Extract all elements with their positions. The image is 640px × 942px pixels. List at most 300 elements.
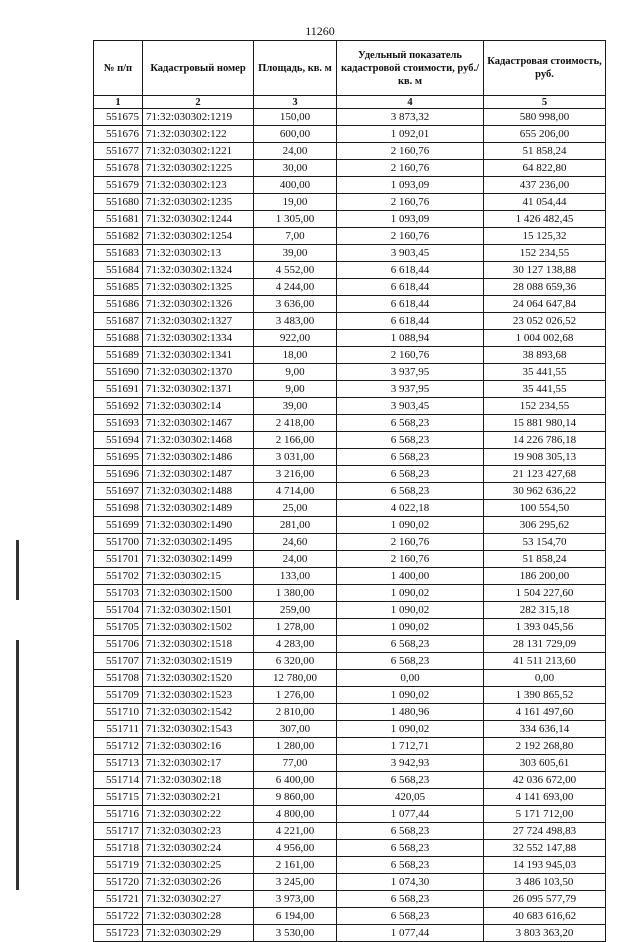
row-number-cell: 551682 xyxy=(94,228,143,245)
row-number-cell: 551702 xyxy=(94,568,143,585)
table-row xyxy=(94,721,606,738)
row-number-cell: 551686 xyxy=(94,296,143,313)
specific-rate-cell: 420,05 xyxy=(337,789,484,806)
specific-rate-cell: 1 090,02 xyxy=(337,602,484,619)
specific-rate-cell: 3 937,95 xyxy=(337,381,484,398)
row-number-cell: 551706 xyxy=(94,636,143,653)
cadastral-value-cell: 41 511 213,60 xyxy=(484,653,606,670)
cadastral-number-cell: 71:32:030302:18 xyxy=(143,772,254,789)
header-cadastral-number: Кадастровый номер xyxy=(143,41,254,96)
cadastral-value-cell: 14 193 945,03 xyxy=(484,857,606,874)
cadastral-value-cell: 51 858,24 xyxy=(484,143,606,160)
cadastral-number-cell: 71:32:030302:22 xyxy=(143,806,254,823)
cadastral-number-cell: 71:32:030302:28 xyxy=(143,908,254,925)
cadastral-value-cell: 28 131 729,09 xyxy=(484,636,606,653)
row-number-cell: 551718 xyxy=(94,840,143,857)
cadastral-value-cell: 15 125,32 xyxy=(484,228,606,245)
specific-rate-cell: 1 090,02 xyxy=(337,585,484,602)
area-cell: 600,00 xyxy=(254,126,337,143)
specific-rate-cell: 1 090,02 xyxy=(337,517,484,534)
specific-rate-cell: 4 022,18 xyxy=(337,500,484,517)
cadastral-number-cell: 71:32:030302:1543 xyxy=(143,721,254,738)
specific-rate-cell: 1 093,09 xyxy=(337,211,484,228)
cadastral-number-cell: 71:32:030302:1371 xyxy=(143,381,254,398)
specific-rate-cell: 1 400,00 xyxy=(337,568,484,585)
cadastral-value-cell: 35 441,55 xyxy=(484,381,606,398)
cadastral-value-cell: 1 393 045,56 xyxy=(484,619,606,636)
specific-rate-cell: 6 568,23 xyxy=(337,891,484,908)
cadastral-value-cell: 0,00 xyxy=(484,670,606,687)
area-cell: 9,00 xyxy=(254,381,337,398)
specific-rate-cell: 1 092,01 xyxy=(337,126,484,143)
table-row xyxy=(94,449,606,466)
area-cell: 1 280,00 xyxy=(254,738,337,755)
row-number-cell: 551677 xyxy=(94,143,143,160)
table-row xyxy=(94,585,606,602)
area-cell: 6 194,00 xyxy=(254,908,337,925)
cadastral-number-cell: 71:32:030302:16 xyxy=(143,738,254,755)
row-number-cell: 551687 xyxy=(94,313,143,330)
row-number-cell: 551715 xyxy=(94,789,143,806)
table-row xyxy=(94,313,606,330)
column-number: 1 xyxy=(94,96,143,109)
table-row xyxy=(94,466,606,483)
row-number-cell: 551692 xyxy=(94,398,143,415)
specific-rate-cell: 1 090,02 xyxy=(337,721,484,738)
row-number-cell: 551694 xyxy=(94,432,143,449)
area-cell: 4 244,00 xyxy=(254,279,337,296)
table-row xyxy=(94,636,606,653)
specific-rate-cell: 3 942,93 xyxy=(337,755,484,772)
cadastral-number-cell: 71:32:030302:1488 xyxy=(143,483,254,500)
table-row xyxy=(94,126,606,143)
cadastral-value-cell: 14 226 786,18 xyxy=(484,432,606,449)
specific-rate-cell: 6 568,23 xyxy=(337,415,484,432)
table-row xyxy=(94,806,606,823)
row-number-cell: 551712 xyxy=(94,738,143,755)
cadastral-number-cell: 71:32:030302:21 xyxy=(143,789,254,806)
cadastral-value-cell: 437 236,00 xyxy=(484,177,606,194)
table-row xyxy=(94,364,606,381)
column-number-row xyxy=(94,96,606,109)
table-row xyxy=(94,194,606,211)
area-cell: 922,00 xyxy=(254,330,337,347)
row-number-cell: 551691 xyxy=(94,381,143,398)
cadastral-value-cell: 5 171 712,00 xyxy=(484,806,606,823)
specific-rate-cell: 2 160,76 xyxy=(337,551,484,568)
specific-rate-cell: 6 568,23 xyxy=(337,772,484,789)
area-cell: 3 483,00 xyxy=(254,313,337,330)
area-cell: 4 283,00 xyxy=(254,636,337,653)
cadastral-number-cell: 71:32:030302:1468 xyxy=(143,432,254,449)
specific-rate-cell: 6 618,44 xyxy=(337,296,484,313)
cadastral-number-cell: 71:32:030302:1254 xyxy=(143,228,254,245)
table-row xyxy=(94,568,606,585)
specific-rate-cell: 2 160,76 xyxy=(337,160,484,177)
cadastral-number-cell: 71:32:030302:1486 xyxy=(143,449,254,466)
table-row xyxy=(94,823,606,840)
cadastral-value-cell: 1 004 002,68 xyxy=(484,330,606,347)
row-number-cell: 551713 xyxy=(94,755,143,772)
area-cell: 2 166,00 xyxy=(254,432,337,449)
cadastral-number-cell: 71:32:030302:1501 xyxy=(143,602,254,619)
cadastral-number-cell: 71:32:030302:1542 xyxy=(143,704,254,721)
cadastral-value-cell: 152 234,55 xyxy=(484,245,606,262)
row-number-cell: 551716 xyxy=(94,806,143,823)
cadastral-number-cell: 71:32:030302:123 xyxy=(143,177,254,194)
cadastral-value-cell: 100 554,50 xyxy=(484,500,606,517)
area-cell: 3 530,00 xyxy=(254,925,337,942)
area-cell: 259,00 xyxy=(254,602,337,619)
cadastral-value-cell: 32 552 147,88 xyxy=(484,840,606,857)
table-row xyxy=(94,908,606,925)
row-number-cell: 551676 xyxy=(94,126,143,143)
row-number-cell: 551709 xyxy=(94,687,143,704)
specific-rate-cell: 6 568,23 xyxy=(337,653,484,670)
table-row xyxy=(94,211,606,228)
cadastral-number-cell: 71:32:030302:1326 xyxy=(143,296,254,313)
cadastral-value-cell: 51 858,24 xyxy=(484,551,606,568)
row-number-cell: 551717 xyxy=(94,823,143,840)
area-cell: 2 810,00 xyxy=(254,704,337,721)
cadastral-value-cell: 42 036 672,00 xyxy=(484,772,606,789)
area-cell: 4 800,00 xyxy=(254,806,337,823)
column-number: 2 xyxy=(143,96,254,109)
table-row xyxy=(94,160,606,177)
row-number-cell: 551690 xyxy=(94,364,143,381)
cadastral-number-cell: 71:32:030302:1495 xyxy=(143,534,254,551)
specific-rate-cell: 6 568,23 xyxy=(337,432,484,449)
cadastral-number-cell: 71:32:030302:1325 xyxy=(143,279,254,296)
area-cell: 3 031,00 xyxy=(254,449,337,466)
row-number-cell: 551679 xyxy=(94,177,143,194)
row-number-cell: 551723 xyxy=(94,925,143,942)
cadastral-number-cell: 71:32:030302:122 xyxy=(143,126,254,143)
row-number-cell: 551699 xyxy=(94,517,143,534)
table-row xyxy=(94,143,606,160)
area-cell: 9 860,00 xyxy=(254,789,337,806)
cadastral-value-cell: 26 095 577,79 xyxy=(484,891,606,908)
cadastral-value-cell: 580 998,00 xyxy=(484,109,606,126)
area-cell: 77,00 xyxy=(254,755,337,772)
specific-rate-cell: 6 618,44 xyxy=(337,313,484,330)
row-number-cell: 551721 xyxy=(94,891,143,908)
cadastral-number-cell: 71:32:030302:1502 xyxy=(143,619,254,636)
cadastral-value-cell: 3 486 103,50 xyxy=(484,874,606,891)
cadastral-number-cell: 71:32:030302:1334 xyxy=(143,330,254,347)
row-number-cell: 551703 xyxy=(94,585,143,602)
row-number-cell: 551695 xyxy=(94,449,143,466)
cadastral-value-cell: 21 123 427,68 xyxy=(484,466,606,483)
cadastral-number-cell: 71:32:030302:25 xyxy=(143,857,254,874)
header-num: № п/п xyxy=(94,41,143,96)
row-number-cell: 551708 xyxy=(94,670,143,687)
cadastral-value-cell: 64 822,80 xyxy=(484,160,606,177)
area-cell: 3 636,00 xyxy=(254,296,337,313)
cadastral-number-cell: 71:32:030302:27 xyxy=(143,891,254,908)
row-number-cell: 551680 xyxy=(94,194,143,211)
specific-rate-cell: 1 093,09 xyxy=(337,177,484,194)
cadastral-number-cell: 71:32:030302:15 xyxy=(143,568,254,585)
cadastral-number-cell: 71:32:030302:23 xyxy=(143,823,254,840)
area-cell: 281,00 xyxy=(254,517,337,534)
cadastral-value-cell: 35 441,55 xyxy=(484,364,606,381)
cadastral-value-cell: 30 962 636,22 xyxy=(484,483,606,500)
cadastral-number-cell: 71:32:030302:29 xyxy=(143,925,254,942)
cadastral-value-cell: 41 054,44 xyxy=(484,194,606,211)
table-row xyxy=(94,874,606,891)
specific-rate-cell: 1 077,44 xyxy=(337,925,484,942)
area-cell: 18,00 xyxy=(254,347,337,364)
row-number-cell: 551681 xyxy=(94,211,143,228)
table-row xyxy=(94,347,606,364)
cadastral-number-cell: 71:32:030302:1327 xyxy=(143,313,254,330)
cadastral-value-cell: 282 315,18 xyxy=(484,602,606,619)
specific-rate-cell: 0,00 xyxy=(337,670,484,687)
cadastral-value-table xyxy=(93,40,606,942)
table-row xyxy=(94,381,606,398)
row-number-cell: 551704 xyxy=(94,602,143,619)
table-row xyxy=(94,330,606,347)
cadastral-value-cell: 655 206,00 xyxy=(484,126,606,143)
cadastral-number-cell: 71:32:030302:17 xyxy=(143,755,254,772)
cadastral-value-cell: 23 052 026,52 xyxy=(484,313,606,330)
cadastral-number-cell: 71:32:030302:1523 xyxy=(143,687,254,704)
table-body xyxy=(94,109,606,942)
specific-rate-cell: 6 568,23 xyxy=(337,636,484,653)
area-cell: 25,00 xyxy=(254,500,337,517)
table-row xyxy=(94,177,606,194)
table-row xyxy=(94,551,606,568)
area-cell: 24,60 xyxy=(254,534,337,551)
table-row xyxy=(94,687,606,704)
area-cell: 24,00 xyxy=(254,551,337,568)
area-cell: 6 320,00 xyxy=(254,653,337,670)
row-number-cell: 551697 xyxy=(94,483,143,500)
cadastral-number-cell: 71:32:030302:1244 xyxy=(143,211,254,228)
cadastral-value-cell: 19 908 305,13 xyxy=(484,449,606,466)
specific-rate-cell: 1 712,71 xyxy=(337,738,484,755)
cadastral-number-cell: 71:32:030302:1225 xyxy=(143,160,254,177)
specific-rate-cell: 1 074,30 xyxy=(337,874,484,891)
area-cell: 24,00 xyxy=(254,143,337,160)
table-header-row xyxy=(94,41,606,96)
cadastral-value-cell: 40 683 616,62 xyxy=(484,908,606,925)
cadastral-number-cell: 71:32:030302:1490 xyxy=(143,517,254,534)
table-row xyxy=(94,109,606,126)
cadastral-value-cell: 1 426 482,45 xyxy=(484,211,606,228)
area-cell: 1 305,00 xyxy=(254,211,337,228)
cadastral-number-cell: 71:32:030302:1235 xyxy=(143,194,254,211)
cadastral-value-cell: 24 064 647,84 xyxy=(484,296,606,313)
row-number-cell: 551678 xyxy=(94,160,143,177)
cadastral-value-cell: 38 893,68 xyxy=(484,347,606,364)
row-number-cell: 551720 xyxy=(94,874,143,891)
cadastral-value-cell: 15 881 980,14 xyxy=(484,415,606,432)
column-number: 3 xyxy=(254,96,337,109)
area-cell: 3 973,00 xyxy=(254,891,337,908)
specific-rate-cell: 6 618,44 xyxy=(337,262,484,279)
table-row xyxy=(94,398,606,415)
table-row xyxy=(94,755,606,772)
cadastral-number-cell: 71:32:030302:1500 xyxy=(143,585,254,602)
specific-rate-cell: 6 568,23 xyxy=(337,908,484,925)
specific-rate-cell: 1 090,02 xyxy=(337,687,484,704)
table-row xyxy=(94,517,606,534)
area-cell: 3 216,00 xyxy=(254,466,337,483)
specific-rate-cell: 3 937,95 xyxy=(337,364,484,381)
cadastral-value-cell: 28 088 659,36 xyxy=(484,279,606,296)
cadastral-number-cell: 71:32:030302:1519 xyxy=(143,653,254,670)
row-number-cell: 551688 xyxy=(94,330,143,347)
area-cell: 7,00 xyxy=(254,228,337,245)
cadastral-number-cell: 71:32:030302:13 xyxy=(143,245,254,262)
specific-rate-cell: 2 160,76 xyxy=(337,228,484,245)
table-row xyxy=(94,857,606,874)
cadastral-value-cell: 303 605,61 xyxy=(484,755,606,772)
cadastral-value-cell: 53 154,70 xyxy=(484,534,606,551)
specific-rate-cell: 1 088,94 xyxy=(337,330,484,347)
cadastral-number-cell: 71:32:030302:1487 xyxy=(143,466,254,483)
table-row xyxy=(94,296,606,313)
specific-rate-cell: 6 568,23 xyxy=(337,483,484,500)
area-cell: 39,00 xyxy=(254,245,337,262)
row-number-cell: 551684 xyxy=(94,262,143,279)
row-number-cell: 551693 xyxy=(94,415,143,432)
row-number-cell: 551685 xyxy=(94,279,143,296)
cadastral-number-cell: 71:32:030302:1489 xyxy=(143,500,254,517)
cadastral-number-cell: 71:32:030302:14 xyxy=(143,398,254,415)
cadastral-number-cell: 71:32:030302:1341 xyxy=(143,347,254,364)
row-number-cell: 551675 xyxy=(94,109,143,126)
specific-rate-cell: 3 903,45 xyxy=(337,245,484,262)
cadastral-value-cell: 2 192 268,80 xyxy=(484,738,606,755)
table-row xyxy=(94,619,606,636)
specific-rate-cell: 1 480,96 xyxy=(337,704,484,721)
area-cell: 12 780,00 xyxy=(254,670,337,687)
row-number-cell: 551700 xyxy=(94,534,143,551)
table-row xyxy=(94,262,606,279)
area-cell: 39,00 xyxy=(254,398,337,415)
table-row xyxy=(94,670,606,687)
cadastral-value-cell: 4 141 693,00 xyxy=(484,789,606,806)
specific-rate-cell: 2 160,76 xyxy=(337,143,484,160)
page-number: 11260 xyxy=(305,24,335,38)
cadastral-number-cell: 71:32:030302:1221 xyxy=(143,143,254,160)
table-row xyxy=(94,228,606,245)
cadastral-value-cell: 27 724 498,83 xyxy=(484,823,606,840)
cadastral-number-cell: 71:32:030302:1324 xyxy=(143,262,254,279)
row-number-cell: 551707 xyxy=(94,653,143,670)
header-cadastral-value: Кадастровая стоимость, руб. xyxy=(484,41,606,96)
area-cell: 9,00 xyxy=(254,364,337,381)
specific-rate-cell: 2 160,76 xyxy=(337,534,484,551)
specific-rate-cell: 1 077,44 xyxy=(337,806,484,823)
cadastral-value-cell: 4 161 497,60 xyxy=(484,704,606,721)
row-number-cell: 551710 xyxy=(94,704,143,721)
table-row xyxy=(94,432,606,449)
table-row xyxy=(94,500,606,517)
cadastral-number-cell: 71:32:030302:1467 xyxy=(143,415,254,432)
area-cell: 133,00 xyxy=(254,568,337,585)
specific-rate-cell: 2 160,76 xyxy=(337,194,484,211)
specific-rate-cell: 1 090,02 xyxy=(337,619,484,636)
cadastral-number-cell: 71:32:030302:1219 xyxy=(143,109,254,126)
row-number-cell: 551683 xyxy=(94,245,143,262)
cadastral-number-cell: 71:32:030302:1520 xyxy=(143,670,254,687)
specific-rate-cell: 2 160,76 xyxy=(337,347,484,364)
area-cell: 1 380,00 xyxy=(254,585,337,602)
table-row xyxy=(94,738,606,755)
area-cell: 400,00 xyxy=(254,177,337,194)
column-number: 4 xyxy=(337,96,484,109)
table-row xyxy=(94,415,606,432)
specific-rate-cell: 3 903,45 xyxy=(337,398,484,415)
column-number: 5 xyxy=(484,96,606,109)
area-cell: 2 161,00 xyxy=(254,857,337,874)
row-number-cell: 551711 xyxy=(94,721,143,738)
table-row xyxy=(94,653,606,670)
header-specific-rate: Удельный показатель кадастровой стоимости, руб./кв. м xyxy=(337,41,484,96)
specific-rate-cell: 6 568,23 xyxy=(337,466,484,483)
area-cell: 1 276,00 xyxy=(254,687,337,704)
row-number-cell: 551722 xyxy=(94,908,143,925)
table-row xyxy=(94,279,606,296)
cadastral-value-cell: 1 390 865,52 xyxy=(484,687,606,704)
row-number-cell: 551714 xyxy=(94,772,143,789)
table-row xyxy=(94,245,606,262)
cadastral-value-cell: 30 127 138,88 xyxy=(484,262,606,279)
table-row xyxy=(94,789,606,806)
cadastral-value-cell: 152 234,55 xyxy=(484,398,606,415)
area-cell: 3 245,00 xyxy=(254,874,337,891)
row-number-cell: 551701 xyxy=(94,551,143,568)
area-cell: 4 956,00 xyxy=(254,840,337,857)
cadastral-value-cell: 186 200,00 xyxy=(484,568,606,585)
cadastral-value-cell: 334 636,14 xyxy=(484,721,606,738)
row-number-cell: 551719 xyxy=(94,857,143,874)
table-row xyxy=(94,925,606,942)
row-number-cell: 551705 xyxy=(94,619,143,636)
table-row xyxy=(94,534,606,551)
area-cell: 19,00 xyxy=(254,194,337,211)
area-cell: 6 400,00 xyxy=(254,772,337,789)
cadastral-value-cell: 3 803 363,20 xyxy=(484,925,606,942)
specific-rate-cell: 6 568,23 xyxy=(337,449,484,466)
area-cell: 4 714,00 xyxy=(254,483,337,500)
specific-rate-cell: 6 568,23 xyxy=(337,823,484,840)
row-number-cell: 551689 xyxy=(94,347,143,364)
area-cell: 1 278,00 xyxy=(254,619,337,636)
cadastral-number-cell: 71:32:030302:1370 xyxy=(143,364,254,381)
row-number-cell: 551698 xyxy=(94,500,143,517)
area-cell: 150,00 xyxy=(254,109,337,126)
header-area: Площадь, кв. м xyxy=(254,41,337,96)
area-cell: 30,00 xyxy=(254,160,337,177)
area-cell: 2 418,00 xyxy=(254,415,337,432)
cadastral-value-cell: 1 504 227,60 xyxy=(484,585,606,602)
cadastral-number-cell: 71:32:030302:24 xyxy=(143,840,254,857)
specific-rate-cell: 3 873,32 xyxy=(337,109,484,126)
specific-rate-cell: 6 568,23 xyxy=(337,840,484,857)
area-cell: 4 221,00 xyxy=(254,823,337,840)
binding-mark-top xyxy=(16,540,19,600)
table-row xyxy=(94,772,606,789)
row-number-cell: 551696 xyxy=(94,466,143,483)
area-cell: 4 552,00 xyxy=(254,262,337,279)
binding-mark-bottom xyxy=(16,640,19,890)
cadastral-value-cell: 306 295,62 xyxy=(484,517,606,534)
